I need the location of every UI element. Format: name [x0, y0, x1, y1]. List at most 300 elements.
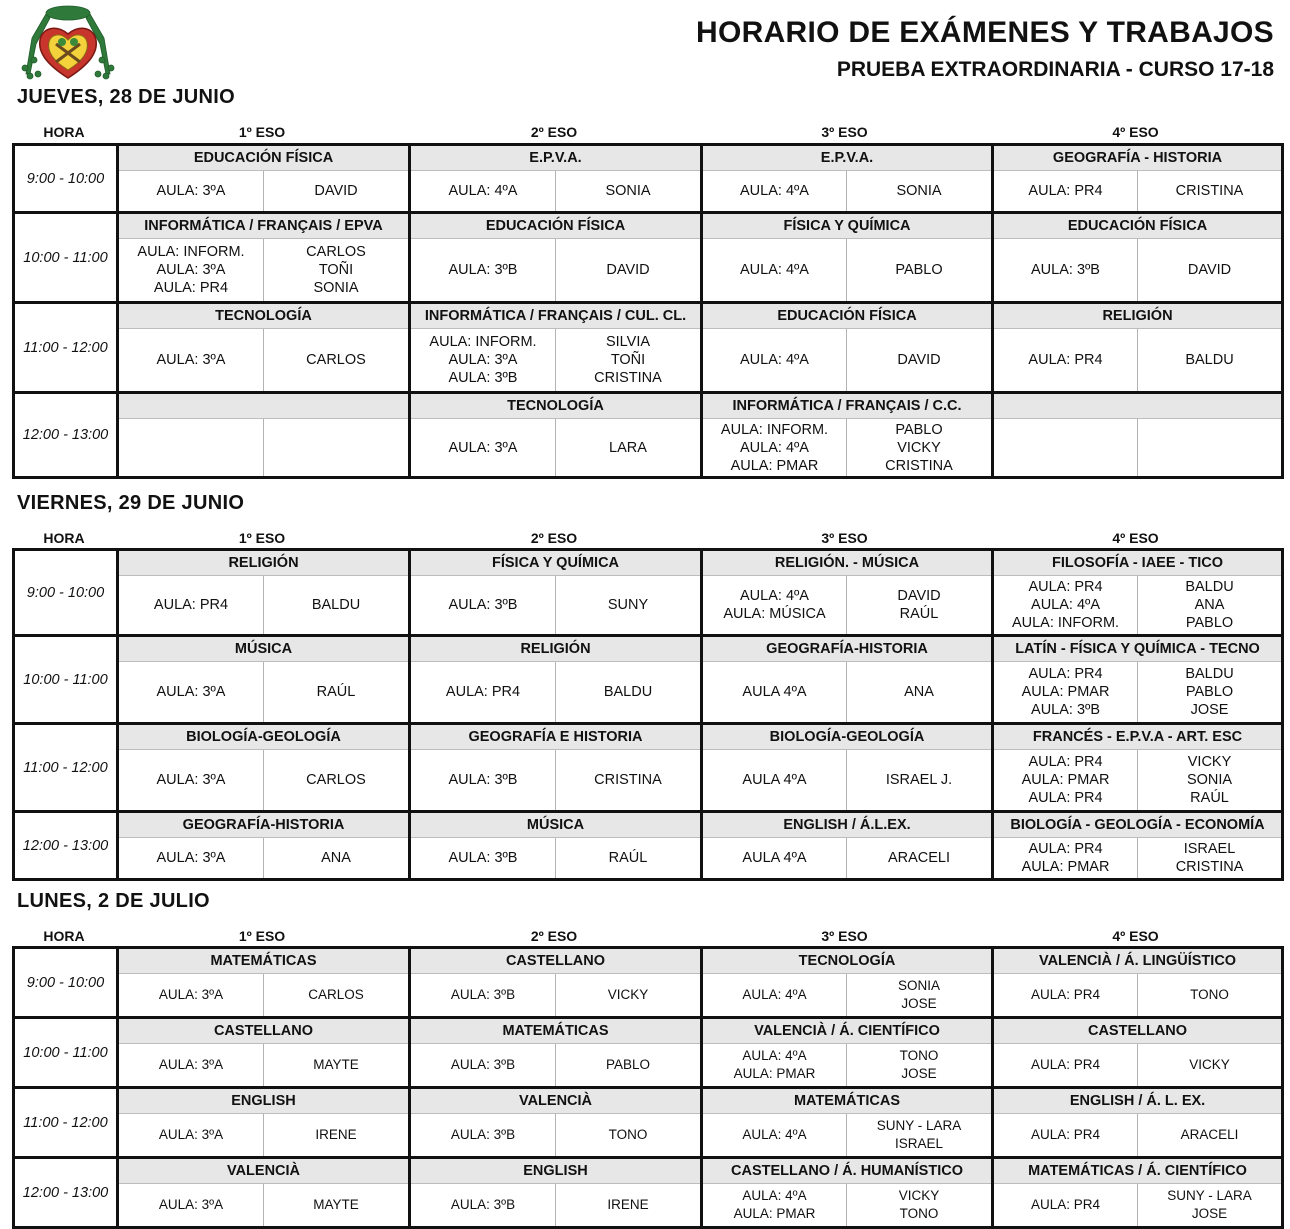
aula-cell — [993, 838, 1138, 880]
aula-cell — [118, 662, 264, 724]
aula-cell — [410, 419, 556, 478]
subject-cell: VALENCIÀ — [118, 1158, 410, 1184]
column-header-hour: HORA — [43, 124, 85, 140]
school-coat-of-arms-icon — [16, 4, 120, 82]
subject-cell: VALENCIÀ — [410, 1088, 702, 1114]
subject-cell: TECNOLOGÍA — [118, 303, 410, 329]
cell-line: AULA: 4ºA — [740, 262, 809, 278]
cell-line: DAVID — [606, 262, 650, 278]
cell-line: AULA: 4ºA — [1031, 597, 1100, 613]
column-header-grade: 4º ESO — [1112, 124, 1159, 140]
teacher-cell — [264, 329, 410, 393]
teacher-cell — [847, 1114, 993, 1158]
subject-cell: TECNOLOGÍA — [702, 948, 993, 974]
slot-detail-row — [14, 1184, 1283, 1228]
aula-cell — [118, 329, 264, 393]
cell-line: AULA: 4ºA — [742, 1048, 807, 1063]
cell-line: TOÑI — [318, 262, 354, 278]
teacher-cell — [556, 419, 702, 478]
teacher-cell — [847, 419, 993, 478]
column-header-grade: 3º ESO — [821, 530, 868, 546]
cell-line: AULA: 3ºA — [156, 262, 226, 278]
cell-line: SILVIA — [605, 334, 651, 350]
teacher-cell — [1138, 1044, 1283, 1088]
teacher-cell — [264, 239, 410, 303]
cell-line: AULA: INFORM. — [720, 421, 829, 438]
aula-cell — [702, 239, 847, 303]
cell-line: AULA: INFORM. — [1011, 615, 1120, 631]
cell-line: CRISTINA — [594, 772, 662, 788]
cell-line: AULA: 3ºA — [158, 1057, 224, 1072]
subject-cell: BIOLOGÍA-GEOLOGÍA — [702, 724, 993, 750]
cell-line: RAÚL — [608, 850, 648, 866]
teacher-cell — [1138, 576, 1283, 636]
subject-cell: GEOGRAFÍA-HISTORIA — [702, 636, 993, 662]
cell-line: AULA 4ºA — [742, 684, 807, 700]
aula-cell — [118, 1114, 264, 1158]
day-title: VIERNES, 29 DE JUNIO — [17, 492, 245, 514]
cell-line: AULA: 3ºA — [156, 183, 226, 199]
teacher-cell — [1138, 171, 1283, 213]
subject-cell: MÚSICA — [118, 636, 410, 662]
hour-cell: 10:00 - 11:00 — [14, 1018, 118, 1088]
subject-cell: CASTELLANO — [993, 1018, 1283, 1044]
teacher-cell — [1138, 750, 1283, 812]
cell-line: PABLO — [895, 262, 943, 278]
cell-line: IRENE — [607, 1197, 649, 1212]
subject-cell: EDUCACIÓN FÍSICA — [410, 213, 702, 239]
cell-line: PABLO — [1185, 615, 1234, 631]
cell-line: AULA: 4ºA — [740, 588, 809, 604]
teacher-cell — [1138, 329, 1283, 393]
subject-cell: MATEMÁTICAS — [118, 948, 410, 974]
aula-cell — [410, 329, 556, 393]
aula-cell — [993, 974, 1138, 1018]
teacher-cell — [264, 1044, 410, 1088]
teacher-cell — [1138, 1114, 1283, 1158]
aula-cell — [702, 1044, 847, 1088]
cell-line: AULA: PR4 — [1028, 352, 1103, 368]
subject-cell: GEOGRAFÍA-HISTORIA — [118, 812, 410, 838]
subject-cell: INFORMÁTICA / FRANÇAIS / CUL. CL. — [410, 303, 702, 329]
cell-line: AULA: 4ºA — [742, 987, 807, 1002]
aula-cell — [410, 171, 556, 213]
subject-cell: RELIGIÓN. - MÚSICA — [702, 550, 993, 576]
aula-cell — [118, 576, 264, 636]
cell-line: AULA: 4ºA — [742, 1127, 807, 1142]
teacher-cell — [264, 171, 410, 213]
slot-subject-row — [14, 636, 1283, 662]
aula-cell — [410, 1044, 556, 1088]
cell-line: AULA: 3ºB — [448, 262, 518, 278]
subject-cell: INFORMÁTICA / FRANÇAIS / C.C. — [702, 393, 993, 419]
teacher-cell — [1138, 662, 1283, 724]
teacher-cell — [556, 1044, 702, 1088]
slot-subject-row — [14, 1158, 1283, 1184]
cell-line: AULA: 3ºB — [448, 850, 518, 866]
cell-line: AULA: 3ºB — [450, 1197, 516, 1212]
aula-cell — [118, 1184, 264, 1228]
cell-line: CRISTINA — [885, 457, 953, 474]
aula-cell — [118, 419, 264, 478]
cell-line: CRISTINA — [1175, 183, 1244, 199]
cell-line: AULA: 3ºB — [448, 597, 518, 613]
teacher-cell — [264, 750, 410, 812]
cell-line: PABLO — [1185, 684, 1234, 700]
teacher-cell — [847, 239, 993, 303]
cell-line: JOSE — [901, 1066, 937, 1081]
column-header-hour: HORA — [43, 928, 85, 944]
teacher-cell — [847, 662, 993, 724]
cell-line: AULA: 3ºA — [156, 684, 226, 700]
slot-detail-row — [14, 1114, 1283, 1158]
aula-cell — [410, 750, 556, 812]
teacher-cell — [264, 974, 410, 1018]
cell-line: ANA — [1194, 597, 1225, 613]
cell-line: BALDU — [603, 684, 653, 700]
cell-line: AULA: 3ºA — [156, 850, 226, 866]
cell-line: AULA: INFORM. — [429, 334, 537, 350]
subject-cell: EDUCACIÓN FÍSICA — [118, 145, 410, 171]
cell-line: JOSE — [1190, 702, 1229, 718]
cell-line: AULA: PR4 — [153, 280, 229, 296]
cell-line: SONIA — [898, 978, 941, 993]
column-header-grade: 1º ESO — [238, 928, 286, 944]
cell-line: MAYTE — [313, 1057, 359, 1072]
aula-cell — [118, 1044, 264, 1088]
cell-line: ISRAEL — [894, 1136, 944, 1151]
aula-cell — [993, 1184, 1138, 1228]
slot-subject-row — [14, 213, 1283, 239]
cell-line: AULA: 4ºA — [740, 352, 809, 368]
teacher-cell — [847, 838, 993, 880]
cell-line: TONO — [608, 1127, 648, 1142]
slot-detail-row — [14, 171, 1283, 213]
cell-line: SUNY - LARA — [1167, 1188, 1252, 1203]
cell-line: AULA: PMAR — [1021, 772, 1110, 788]
cell-line: ANA — [904, 684, 934, 700]
cell-line: CARLOS — [306, 772, 366, 788]
cell-line: AULA: PMAR — [730, 457, 819, 474]
cell-line: AULA: PR4 — [1028, 790, 1103, 806]
cell-line: DAVID — [897, 588, 941, 604]
teacher-cell — [847, 750, 993, 812]
cell-line: AULA: PR4 — [1031, 1197, 1101, 1212]
cell-line: SUNY — [607, 597, 649, 613]
cell-line: AULA: PMAR — [1021, 859, 1110, 875]
cell-line: CRISTINA — [1175, 859, 1244, 875]
subject-cell: ENGLISH — [118, 1088, 410, 1114]
cell-line: SONIA — [605, 183, 651, 199]
teacher-cell — [264, 1184, 410, 1228]
slot-detail-row — [14, 750, 1283, 812]
cell-line: AULA: 3ºB — [448, 772, 518, 788]
teacher-cell — [556, 750, 702, 812]
aula-cell — [702, 1114, 847, 1158]
cell-line: PABLO — [895, 421, 943, 438]
aula-cell — [702, 974, 847, 1018]
cell-line: TONO — [899, 1206, 939, 1221]
subject-cell: MATEMÁTICAS — [410, 1018, 702, 1044]
slot-subject-row — [14, 303, 1283, 329]
cell-line: RAÚL — [1190, 790, 1229, 806]
slot-subject-row — [14, 393, 1283, 419]
cell-line: ARACELI — [1180, 1127, 1239, 1142]
subject-cell: RELIGIÓN — [410, 636, 702, 662]
cell-line: AULA: PMAR — [733, 1206, 816, 1221]
subject-cell: LATÍN - FÍSICA Y QUÍMICA - TECNO — [993, 636, 1283, 662]
column-header-grade: 3º ESO — [821, 124, 868, 140]
aula-cell — [118, 171, 264, 213]
subject-cell: VALENCIÀ / Á. LINGÜÍSTICO — [993, 948, 1283, 974]
column-header-grade: 2º ESO — [530, 124, 578, 140]
cell-line: LARA — [609, 439, 647, 456]
slot-detail-row — [14, 329, 1283, 393]
cell-line: RAÚL — [316, 684, 356, 700]
slot-subject-row — [14, 724, 1283, 750]
subject-cell — [993, 393, 1283, 419]
cell-line: AULA: PR4 — [1031, 987, 1101, 1002]
teacher-cell — [847, 1044, 993, 1088]
aula-cell — [702, 419, 847, 478]
column-header-grade: 4º ESO — [1112, 530, 1159, 546]
cell-line: TOÑI — [610, 352, 646, 368]
subject-cell: E.P.V.A. — [410, 145, 702, 171]
column-header-grade: 4º ESO — [1112, 928, 1159, 944]
cell-line: AULA: 3ºA — [158, 987, 224, 1002]
cell-line: AULA: PR4 — [153, 597, 229, 613]
teacher-cell — [1138, 974, 1283, 1018]
slot-subject-row — [14, 812, 1283, 838]
cell-line: BALDU — [311, 597, 361, 613]
cell-line: AULA: PR4 — [1028, 579, 1103, 595]
cell-line: AULA 4ºA — [742, 772, 807, 788]
hour-cell: 12:00 - 13:00 — [14, 393, 118, 478]
slot-subject-row — [14, 1018, 1283, 1044]
subject-cell: EDUCACIÓN FÍSICA — [993, 213, 1283, 239]
hour-cell: 11:00 - 12:00 — [14, 1088, 118, 1158]
cell-line: JOSE — [1191, 1206, 1228, 1221]
teacher-cell — [847, 171, 993, 213]
hour-cell: 10:00 - 11:00 — [14, 213, 118, 303]
teacher-cell — [264, 838, 410, 880]
cell-line: AULA: PR4 — [445, 684, 521, 700]
cell-line: ARACELI — [887, 850, 951, 866]
subject-cell: FÍSICA Y QUÍMICA — [410, 550, 702, 576]
cell-line: CARLOS — [308, 987, 364, 1002]
slot-detail-row — [14, 662, 1283, 724]
hour-cell: 10:00 - 11:00 — [14, 636, 118, 724]
teacher-cell — [1138, 1184, 1283, 1228]
subject-cell: GEOGRAFÍA E HISTORIA — [410, 724, 702, 750]
cell-line: AULA: 3ºA — [156, 772, 226, 788]
teacher-cell — [264, 419, 410, 478]
cell-line: AULA: PMAR — [1021, 684, 1110, 700]
hour-cell: 11:00 - 12:00 — [14, 303, 118, 393]
subject-cell: ENGLISH / Á. L. EX. — [993, 1088, 1283, 1114]
aula-cell — [993, 750, 1138, 812]
cell-line: VICKY — [1187, 754, 1232, 770]
teacher-cell — [1138, 239, 1283, 303]
cell-line: AULA: 4ºA — [742, 1188, 807, 1203]
cell-line: ISRAEL — [1183, 841, 1236, 857]
cell-line: CRISTINA — [594, 370, 662, 386]
aula-cell — [702, 1184, 847, 1228]
slot-subject-row — [14, 1088, 1283, 1114]
cell-line: AULA: 3ºA — [448, 352, 518, 368]
aula-cell — [993, 576, 1138, 636]
cell-line: VICKY — [1189, 1057, 1230, 1072]
slot-detail-row — [14, 838, 1283, 880]
subject-cell: ENGLISH / Á.L.EX. — [702, 812, 993, 838]
aula-cell — [410, 239, 556, 303]
subject-cell: EDUCACIÓN FÍSICA — [702, 303, 993, 329]
slot-detail-row — [14, 974, 1283, 1018]
cell-line: AULA: PR4 — [1028, 183, 1103, 199]
cell-line: DAVID — [314, 183, 358, 199]
teacher-cell — [556, 662, 702, 724]
slot-subject-row — [14, 550, 1283, 576]
aula-cell — [410, 838, 556, 880]
aula-cell — [993, 419, 1138, 478]
aula-cell — [118, 974, 264, 1018]
cell-line: AULA: 4ºA — [448, 183, 518, 199]
teacher-cell — [556, 329, 702, 393]
aula-cell — [993, 1044, 1138, 1088]
cell-line: AULA: 3ºB — [1031, 702, 1100, 718]
subject-cell: BIOLOGÍA-GEOLOGÍA — [118, 724, 410, 750]
column-header-grade: 3º ESO — [821, 928, 868, 944]
hour-cell: 11:00 - 12:00 — [14, 724, 118, 812]
cell-line: ANA — [321, 850, 351, 866]
cell-line: SONIA — [1186, 772, 1233, 788]
subject-cell: FILOSOFÍA - IAEE - TICO — [993, 550, 1283, 576]
cell-line: DAVID — [897, 352, 941, 368]
subject-cell: ENGLISH — [410, 1158, 702, 1184]
cell-line: AULA 4ºA — [742, 850, 807, 866]
aula-cell — [702, 576, 847, 636]
cell-line: ISRAEL J. — [885, 772, 953, 788]
cell-line: TONO — [1190, 987, 1229, 1002]
cell-line: AULA: PR4 — [1031, 1057, 1101, 1072]
cell-line: PABLO — [605, 1057, 651, 1072]
cell-line: AULA: PR4 — [1028, 841, 1103, 857]
cell-line: VICKY — [607, 987, 649, 1002]
page-title: HORARIO DE EXÁMENES Y TRABAJOS — [696, 16, 1274, 49]
cell-line: AULA: 3ºB — [448, 370, 518, 386]
aula-cell — [118, 239, 264, 303]
teacher-cell — [1138, 838, 1283, 880]
subject-cell: FÍSICA Y QUÍMICA — [702, 213, 993, 239]
subject-cell: INFORMÁTICA / FRANÇAIS / EPVA — [118, 213, 410, 239]
teacher-cell — [264, 662, 410, 724]
cell-line: VICKY — [897, 439, 941, 456]
cell-line: AULA: PMAR — [733, 1066, 816, 1081]
aula-cell — [118, 750, 264, 812]
subject-cell: RELIGIÓN — [118, 550, 410, 576]
teacher-cell — [556, 974, 702, 1018]
cell-line: CARLOS — [306, 244, 366, 260]
cell-line: SONIA — [896, 183, 942, 199]
aula-cell — [993, 171, 1138, 213]
cell-line: IRENE — [315, 1127, 357, 1142]
teacher-cell — [1138, 419, 1283, 478]
hour-cell: 9:00 - 10:00 — [14, 550, 118, 636]
hour-cell: 9:00 - 10:00 — [14, 948, 118, 1018]
subject-cell: MÚSICA — [410, 812, 702, 838]
cell-line: SUNY - LARA — [876, 1118, 962, 1133]
column-header-grade: 2º ESO — [530, 928, 578, 944]
schedule-table — [12, 548, 1284, 881]
aula-cell — [993, 329, 1138, 393]
subject-cell: TECNOLOGÍA — [410, 393, 702, 419]
teacher-cell — [847, 974, 993, 1018]
subject-cell: CASTELLANO — [118, 1018, 410, 1044]
cell-line: BALDU — [1185, 666, 1234, 682]
subject-cell: E.P.V.A. — [702, 145, 993, 171]
teacher-cell — [847, 1184, 993, 1228]
aula-cell — [993, 1114, 1138, 1158]
subject-cell: RELIGIÓN — [993, 303, 1283, 329]
cell-line: AULA: PR4 — [1028, 666, 1103, 682]
aula-cell — [702, 662, 847, 724]
subject-cell: FRANCÉS - E.P.V.A - ART. ESC — [993, 724, 1283, 750]
subject-cell: MATEMÁTICAS — [702, 1088, 993, 1114]
day-title: LUNES, 2 DE JULIO — [17, 890, 210, 912]
cell-line: RAÚL — [899, 606, 939, 622]
subject-cell: GEOGRAFÍA - HISTORIA — [993, 145, 1283, 171]
teacher-cell — [847, 576, 993, 636]
cell-line: AULA: PR4 — [1028, 754, 1103, 770]
teacher-cell — [264, 1114, 410, 1158]
cell-line: AULA: 4ºA — [740, 439, 809, 456]
cell-line: BALDU — [1185, 352, 1234, 368]
teacher-cell — [556, 838, 702, 880]
day-title: JUEVES, 28 DE JUNIO — [17, 86, 236, 108]
aula-cell — [702, 329, 847, 393]
slot-subject-row — [14, 145, 1283, 171]
column-header-grade: 1º ESO — [238, 124, 286, 140]
hour-cell: 12:00 - 13:00 — [14, 1158, 118, 1228]
aula-cell — [702, 171, 847, 213]
cell-line: VICKY — [898, 1188, 940, 1203]
teacher-cell — [556, 1114, 702, 1158]
cell-line: DAVID — [1187, 262, 1232, 278]
cell-line: SONIA — [313, 280, 359, 296]
aula-cell — [993, 239, 1138, 303]
aula-cell — [702, 750, 847, 812]
cell-line: MAYTE — [313, 1197, 359, 1212]
aula-cell — [410, 1184, 556, 1228]
cell-line: AULA: 3ºA — [158, 1127, 224, 1142]
cell-line: AULA: 3ºB — [450, 987, 516, 1002]
aula-cell — [410, 662, 556, 724]
cell-line: AULA: MÚSICA — [723, 606, 826, 622]
hour-cell: 9:00 - 10:00 — [14, 145, 118, 213]
subject-cell: BIOLOGÍA - GEOLOGÍA - ECONOMÍA — [993, 812, 1283, 838]
aula-cell — [702, 838, 847, 880]
teacher-cell — [264, 576, 410, 636]
teacher-cell — [556, 1184, 702, 1228]
column-header-grade: 1º ESO — [238, 530, 286, 546]
schedule-table — [12, 946, 1284, 1229]
cell-line: TONO — [899, 1048, 939, 1063]
subject-cell: CASTELLANO — [410, 948, 702, 974]
aula-cell — [118, 838, 264, 880]
cell-line: AULA: 3ºB — [450, 1127, 516, 1142]
aula-cell — [410, 1114, 556, 1158]
slot-detail-row — [14, 239, 1283, 303]
